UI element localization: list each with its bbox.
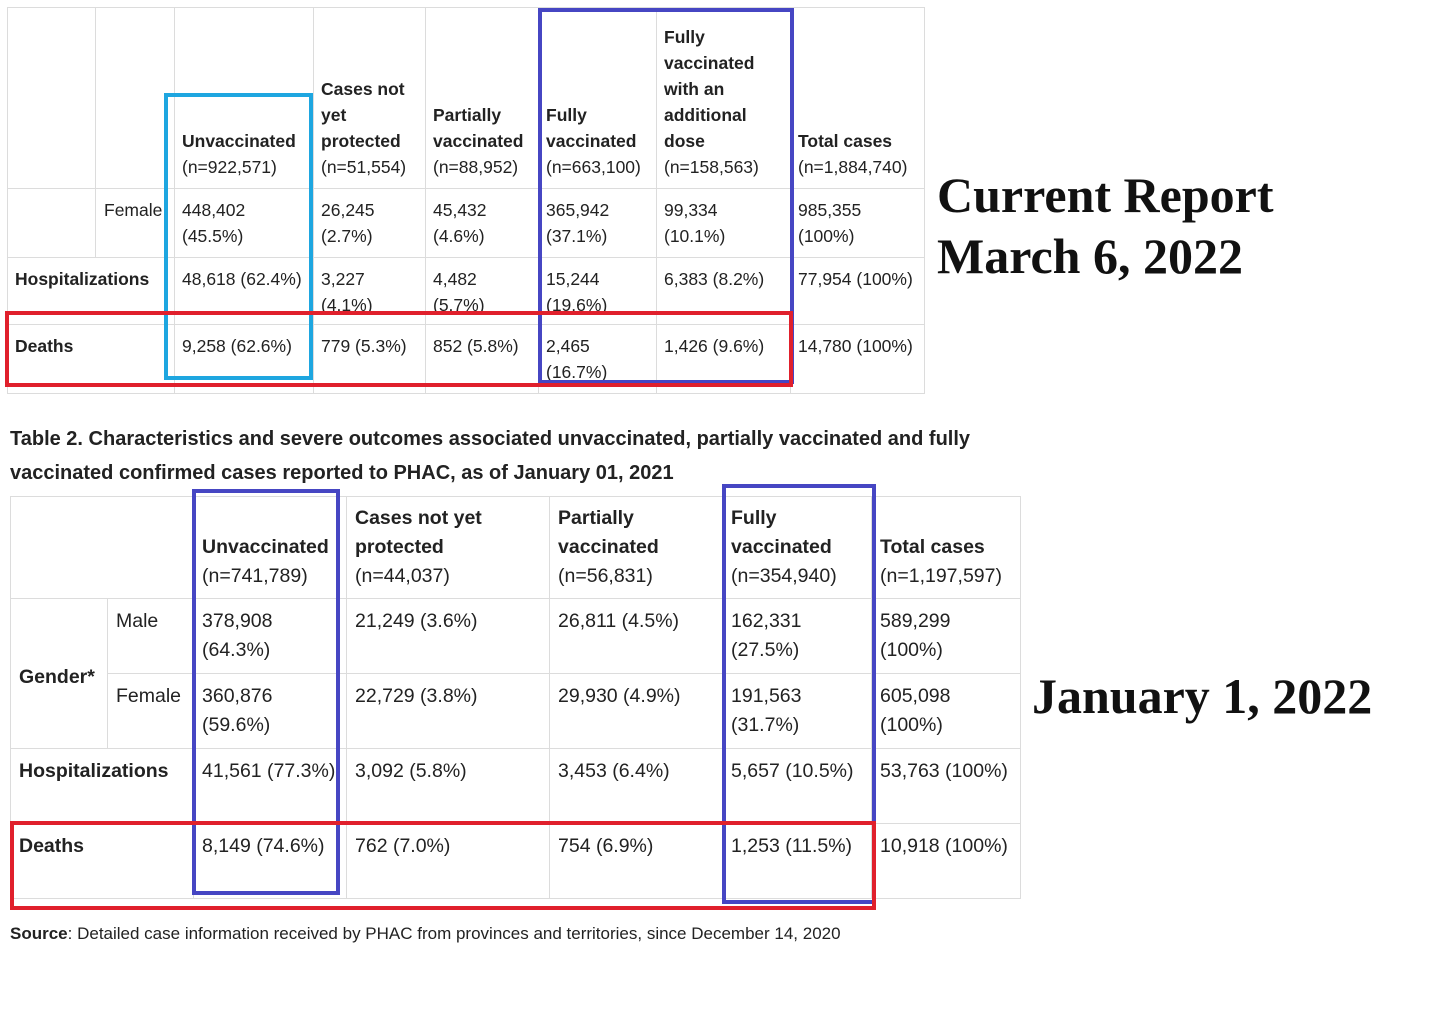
header-total-cases: Total cases (n=1,884,740) [791, 8, 925, 189]
table-cell: 29,930 (4.9%) [550, 674, 723, 749]
table-cell: 9,258 (62.6%) [175, 325, 314, 394]
table-cell: 852 (5.8%) [426, 325, 539, 394]
table-cell: 48,618 (62.4%) [175, 258, 314, 325]
gender-label: Gender* [11, 599, 108, 749]
row-label: Female [108, 674, 194, 749]
table-cell: 360,876 (59.6%) [194, 674, 347, 749]
table-cell: 985,355 (100%) [791, 189, 925, 258]
january-report-label: January 1, 2022 [1032, 668, 1373, 724]
current-report-table [7, 7, 925, 394]
table-cell: 2,465 (16.7%) [539, 325, 657, 394]
table-cell: 1,253 (11.5%) [723, 824, 872, 899]
header-unvaccinated: Unvaccinated (n=922,571) [175, 8, 314, 189]
table-cell: 3,092 (5.8%) [347, 749, 550, 824]
table-cell: 4,482 (5.7%) [426, 258, 539, 325]
table-row [8, 189, 925, 258]
table-cell: 22,729 (3.8%) [347, 674, 550, 749]
table-cell: 8,149 (74.6%) [194, 824, 347, 899]
table-cell: 3,453 (6.4%) [550, 749, 723, 824]
table-cell: 754 (6.9%) [550, 824, 723, 899]
table-cell: 77,954 (100%) [791, 258, 925, 325]
table-cell: 448,402 (45.5%) [175, 189, 314, 258]
header-total-cases: Total cases (n=1,197,597) [872, 497, 1021, 599]
table-cell: 53,763 (100%) [872, 749, 1021, 824]
row-label: Hospitalizations [11, 749, 194, 824]
table-cell: 191,563 (31.7%) [723, 674, 872, 749]
row-label: Male [108, 599, 194, 674]
table-cell: 762 (7.0%) [347, 824, 550, 899]
table-row [11, 674, 1021, 749]
table-row [11, 749, 1021, 824]
table-cell: 5,657 (10.5%) [723, 749, 872, 824]
table-row [8, 258, 925, 325]
table-cell: 99,334 (10.1%) [657, 189, 791, 258]
table-cell: 1,426 (9.6%) [657, 325, 791, 394]
table-caption: Table 2. Characteristics and severe outcomes associated unvaccinated, partially vaccinated and fully vaccinated confirmed cases reported to PHAC, as of January 01, 2021 [10, 428, 971, 484]
table-cell: 365,942 (37.1%) [539, 189, 657, 258]
table-cell: 779 (5.3%) [314, 325, 426, 394]
table-cell: 21,249 (3.6%) [347, 599, 550, 674]
current-report-label: Current Report March 6, 2022 [937, 167, 1274, 284]
table-cell: 589,299 (100%) [872, 599, 1021, 674]
table-row [8, 325, 925, 394]
table-cell: 45,432 (4.6%) [426, 189, 539, 258]
table-cell: 26,811 (4.5%) [550, 599, 723, 674]
header-unvaccinated: Unvaccinated (n=741,789) [194, 497, 347, 599]
header-not-yet-protected: Cases not yet protected (n=51,554) [314, 8, 426, 189]
table-cell: 15,244 (19.6%) [539, 258, 657, 325]
january-report-table [10, 496, 1021, 899]
header-fully-vaccinated: Fully vaccinated (n=354,940) [723, 497, 872, 599]
table-cell: 14,780 (100%) [791, 325, 925, 394]
header-not-yet-protected: Cases not yet protected (n=44,037) [347, 497, 550, 599]
header-partially-vaccinated: Partially vaccinated (n=88,952) [426, 8, 539, 189]
table-cell: 605,098 (100%) [872, 674, 1021, 749]
table-cell: 41,561 (77.3%) [194, 749, 347, 824]
row-label: Deaths [8, 325, 175, 394]
table-cell: 6,383 (8.2%) [657, 258, 791, 325]
table-cell: 378,908 (64.3%) [194, 599, 347, 674]
header-partially-vaccinated: Partially vaccinated (n=56,831) [550, 497, 723, 599]
row-label: Hospitalizations [8, 258, 175, 325]
row-label: Female [96, 189, 175, 258]
table-cell: 3,227 (4.1%) [314, 258, 426, 325]
table-cell: 162,331 (27.5%) [723, 599, 872, 674]
header-additional-dose: Fully vaccinated with an additional dose (n=158,563) [657, 8, 791, 189]
table-row [11, 824, 1021, 899]
table-cell: 10,918 (100%) [872, 824, 1021, 899]
row-label: Deaths [11, 824, 194, 899]
table-cell: 26,245 (2.7%) [314, 189, 426, 258]
table-row [11, 599, 1021, 674]
source-note: Source: Detailed case information received by PHAC from provinces and territories, since December 14, 2020 [10, 924, 841, 943]
header-fully-vaccinated: Fully vaccinated (n=663,100) [539, 8, 657, 189]
